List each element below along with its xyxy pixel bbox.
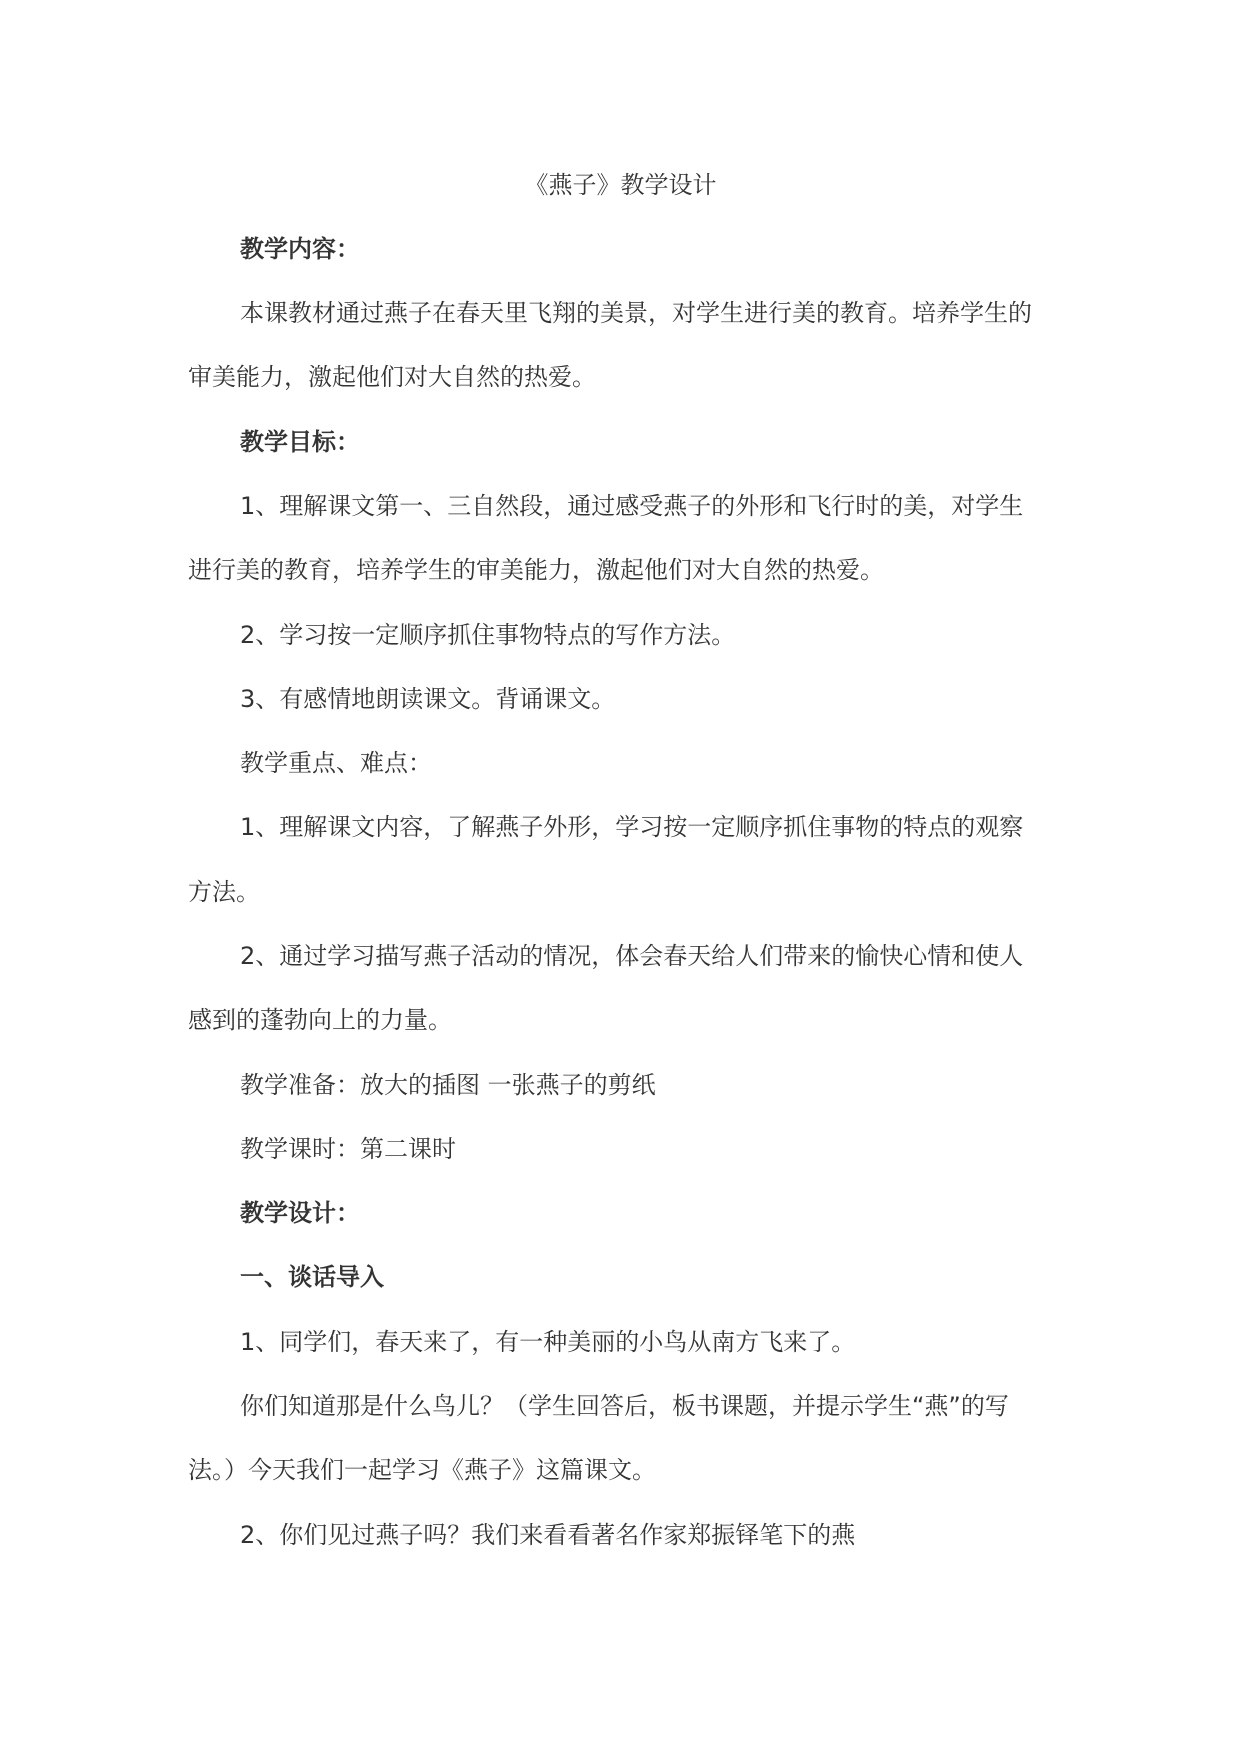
- paragraph-line: 2、通过学习描写燕子活动的情况，体会春天给人们带来的愉快心情和使人: [240, 942, 1024, 970]
- paragraph-line: 感到的蓬勃向上的力量。: [188, 1006, 452, 1034]
- paragraph-line: 3、有感情地朗读课文。背诵课文。: [240, 685, 616, 713]
- heading-teaching-goals: 教学目标：: [240, 428, 360, 456]
- heading-key-points: 教学重点、难点：: [240, 749, 432, 777]
- paragraph-line: 2、学习按一定顺序抓住事物特点的写作方法。: [240, 621, 736, 649]
- paragraph-line: 法。）今天我们一起学习《燕子》这篇课文。: [188, 1456, 656, 1484]
- paragraph-line: 你们知道那是什么鸟儿？（学生回答后，板书课题，并提示学生“燕”的写: [240, 1392, 1009, 1420]
- paragraph-line: 1、理解课文内容，了解燕子外形，学习按一定顺序抓住事物的特点的观察: [240, 813, 1024, 841]
- heading-section-one: 一、谈话导入: [240, 1263, 384, 1291]
- paragraph-line: 1、理解课文第一、三自然段，通过感受燕子的外形和飞行时的美，对学生: [240, 492, 1024, 520]
- paragraph-line: 进行美的教育，培养学生的审美能力，激起他们对大自然的热爱。: [188, 556, 884, 584]
- teaching-periods: 教学课时：第二课时: [240, 1135, 456, 1163]
- document-title: 《燕子》教学设计: [524, 171, 717, 199]
- paragraph-line: 2、你们见过燕子吗？我们来看看著名作家郑振铎笔下的燕: [240, 1521, 856, 1549]
- paragraph-line: 方法。: [188, 878, 260, 906]
- paragraph-line: 本课教材通过燕子在春天里飞翔的美景，对学生进行美的教育。培养学生的: [240, 299, 1032, 327]
- teaching-preparation: 教学准备：放大的插图 一张燕子的剪纸: [240, 1071, 656, 1099]
- paragraph-line: 1、同学们，春天来了，有一种美丽的小鸟从南方飞来了。: [240, 1328, 856, 1356]
- heading-teaching-content: 教学内容：: [240, 235, 360, 263]
- heading-teaching-design: 教学设计：: [240, 1199, 360, 1227]
- paragraph-line: 审美能力，激起他们对大自然的热爱。: [188, 363, 596, 391]
